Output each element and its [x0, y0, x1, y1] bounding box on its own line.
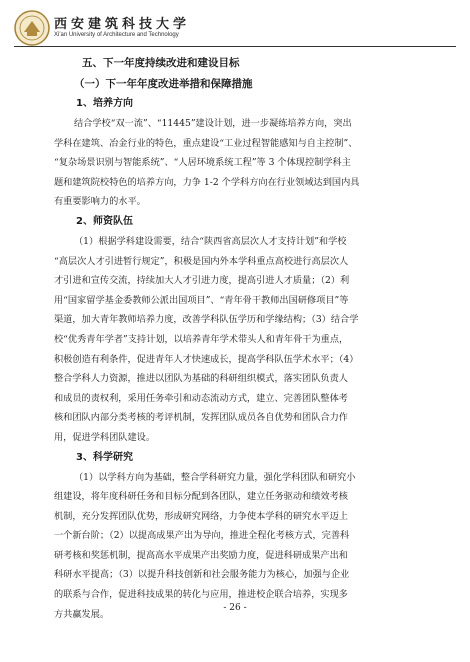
paragraph-line: 渠道，加大青年教师培养力度，改善学科队伍学历和学缘结构；（3）结合学 [54, 314, 359, 326]
paragraph-line: 方共赢发展。 [54, 608, 110, 620]
heading-training-direction: 1、培养方向 [76, 98, 133, 109]
page-header [14, 10, 454, 54]
paragraph-line: 一个新台阶；（2）以提高成果产出为导向，推进全程化考核方式，完善科 [54, 530, 350, 542]
paragraph-line: 机制，充分发挥团队优势，形成研究网络，力争使本学科的研究水平迈上 [54, 510, 348, 522]
paragraph-line: 用，促进学科团队建设。 [54, 431, 156, 443]
paragraph-line: 积极创造有利条件，促进青年人才快速成长，提高学科队伍学术水平；（4） [54, 353, 359, 365]
paragraph-line: “复杂场景识别与智能系统”、“人居环境系统工程”等 3 个体现控制学科主 [54, 157, 351, 169]
paragraph-training-direction [54, 114, 426, 212]
header-divider [14, 46, 456, 47]
paragraph-line: 学科在建筑、冶金行业的特色，重点建设“工业过程智能感知与自主控制”、 [54, 137, 358, 149]
paragraph-line: 才引进和宣传交流，持续加大人才引进力度，提高引进人才质量；（2）利 [54, 275, 350, 287]
paragraph-line: 校“优秀青年学者”支持计划，以培养青年学术带头人和青年骨干为重点， [54, 333, 349, 345]
university-name: 西安建筑科技大学 [54, 17, 191, 32]
paragraph-line: 和成员的责权利，采用任务牵引和动态流动方式，建立、完善团队整体考 [54, 392, 348, 404]
university-name-en: Xi'an University of Architecture and Technology [54, 32, 179, 38]
paragraph-line: 题和建筑院校特色的培养方向，力争 1-2 个学科方向在行业领域达到国内具 [54, 176, 360, 188]
heading-faculty: 2、师资队伍 [76, 215, 133, 227]
section-title: 五、下一年度持续改进和建设目标 [82, 57, 240, 69]
paragraph-line: 组建设，将年度科研任务和目标分配到各团队，建立任务驱动和绩效考核 [54, 491, 348, 503]
paragraph-line: 的联系与合作，促进科技成果的转化与应用，推进校企联合培养，实现多 [54, 589, 348, 601]
paragraph-line: （1）根据学科建设需要，结合“陕西省高层次人才支持计划”和学校 [74, 235, 347, 247]
paragraph-line: 研考核和奖惩机制，提高高水平成果产出奖励力度，促进科研成果产出和 [54, 549, 348, 561]
paragraph-faculty [54, 232, 426, 448]
university-logo [14, 10, 50, 46]
paragraph-line: 有重要影响力的水平。 [54, 196, 146, 208]
paragraph-line: 整合学科人力资源，推进以团队为基础的科研组织模式，落实团队负责人 [54, 373, 348, 385]
paragraph-research [54, 468, 426, 625]
heading-research: 3、科学研究 [76, 451, 133, 463]
page-number: - 26 - [223, 603, 247, 613]
document-body [54, 53, 426, 624]
paragraph-line: 科研水平提高；（3）以提升科技创新和社会服务能力为核心，加强与企业 [54, 569, 350, 581]
paragraph-line: 结合学校“双一流”、“11445”建设计划，进一步凝练培养方向，突出 [74, 118, 352, 129]
paragraph-line: 用“国家留学基金委教师公派出国项目”、“青年骨干教师出国研修项目”等 [54, 294, 349, 306]
paragraph-line: “高层次人才引进暂行规定”，积极是国内外本学科重点高校进行高层次人 [54, 255, 349, 267]
paragraph-line: （1）以学科方向为基础，整合学科研究力量，强化学科团队和研究小 [74, 471, 356, 483]
subsection-title: （一）下一年年度改进举措和保障措施 [74, 78, 253, 90]
paragraph-line: 核和团队内部分类考核的考评机制，发挥团队成员各自优势和团队合力作 [54, 412, 348, 424]
